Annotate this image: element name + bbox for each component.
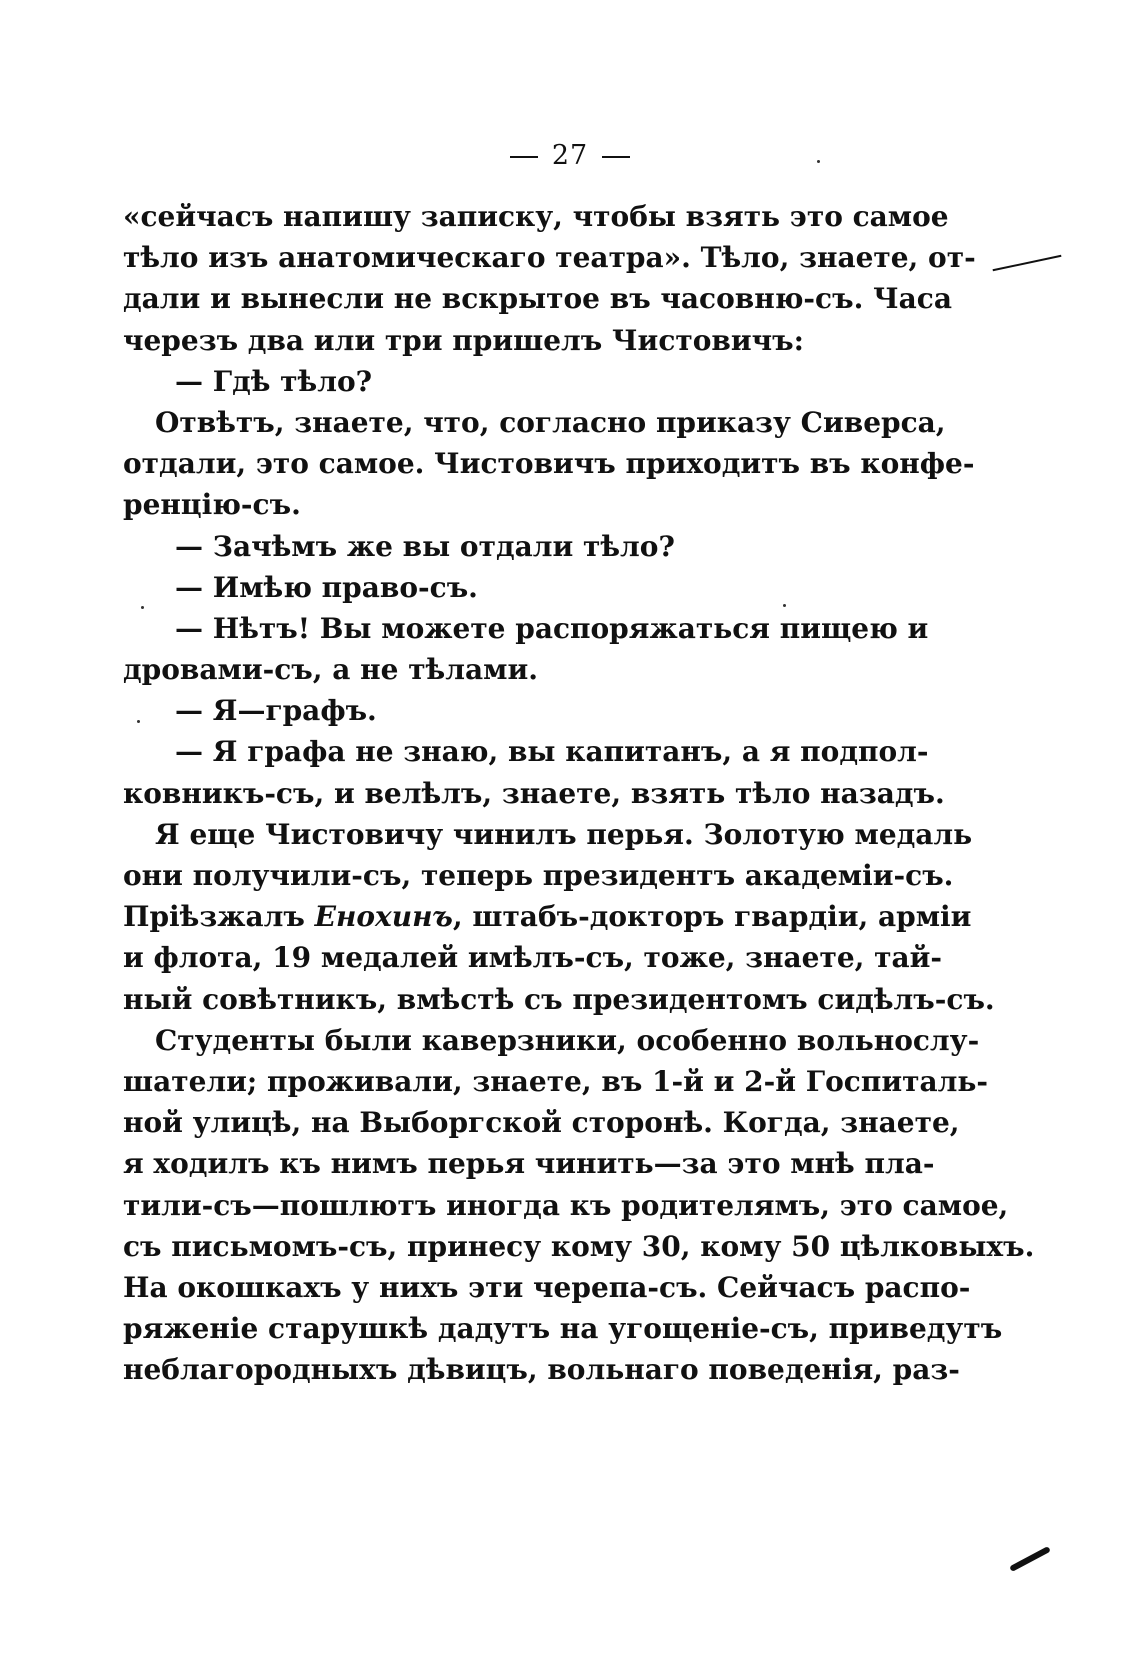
paper-speck: [817, 160, 820, 163]
paper-speck: [141, 606, 144, 609]
dialogue-line: — Нѣтъ! Вы можете распоряжаться пищею и: [175, 611, 929, 645]
dialogue-line: — Я графа не знаю, вы капитанъ, а я подпол-: [175, 735, 929, 769]
text-line: отдали, это самое. Чистовичъ приходитъ въ конфе-: [123, 447, 975, 481]
text-line: и флота, 19 медалей имѣлъ-съ, тоже, знаете, тай-: [123, 941, 943, 975]
ink-smudge-mark: [1009, 1546, 1051, 1572]
page-number: [0, 140, 1140, 171]
body-text: [123, 196, 1035, 1390]
text-line: тѣло изъ анатомическаго театра». Тѣло, знаете, от-: [123, 241, 976, 275]
page-number-value: 27: [551, 140, 589, 171]
text-line: черезъ два или три пришелъ Чистовичъ:: [123, 323, 804, 357]
text-line: тили-съ—пошлютъ иногда къ родителямъ, это самое,: [123, 1188, 1009, 1222]
paragraph-start-line: Студенты были каверзники, особенно вольнослу-: [155, 1023, 980, 1057]
paragraph-start-line: Я еще Чистовичу чинилъ перья. Золотую медаль: [155, 817, 973, 851]
text-segment: , штабъ-докторъ гвардіи, арміи: [452, 900, 972, 934]
text-line: они получили-съ, теперь президентъ академіи-съ.: [123, 859, 954, 892]
text-line: съ письмомъ-съ, принесу кому 30, кому 50 цѣлковыхъ.: [123, 1229, 1035, 1263]
page-number-dash-left: [510, 156, 538, 158]
text-line: ной улицѣ, на Выборгской сторонѣ. Когда, знаете,: [123, 1106, 960, 1140]
text-line: неблагородныхъ дѣвицъ, вольнаго поведенія, раз-: [123, 1353, 960, 1387]
text-line-with-italic-name: [123, 896, 972, 937]
text-line: я ходилъ къ нимъ перья чинить—за это мнѣ пла-: [123, 1147, 935, 1181]
text-line: дали и вынесли не вскрытое въ часовню-съ. Часа: [123, 282, 952, 316]
text-line: ный совѣтникъ, вмѣстѣ съ президентомъ сидѣлъ-съ.: [123, 982, 995, 1016]
text-line: дровами-съ, а не тѣлами.: [123, 653, 538, 687]
text-line: ренцію-съ.: [123, 488, 301, 522]
pencil-stroke-mark: [993, 255, 1062, 272]
text-line: На окошкахъ у нихъ эти черепа-съ. Сейчасъ распо-: [123, 1270, 971, 1304]
paper-speck: [783, 604, 786, 607]
paper-speck: [137, 720, 140, 723]
text-line: «сейчасъ напишу записку, чтобы взять это самое: [123, 200, 949, 233]
text-line: шатели; проживали, знаете, въ 1-й и 2-й Госпиталь-: [123, 1064, 988, 1098]
dialogue-line: — Имѣю право-съ.: [175, 570, 478, 604]
dialogue-line: — Гдѣ тѣло?: [175, 364, 373, 398]
text-line: ковникъ-съ, и велѣлъ, знаете, взять тѣло назадъ.: [123, 776, 945, 810]
dialogue-line: — Я—графъ.: [175, 694, 377, 728]
text-segment: Пріѣзжалъ: [123, 900, 305, 934]
italic-name: Енохинъ: [314, 900, 453, 934]
page-number-dash-right: [602, 156, 630, 158]
text-line: ряженіе старушкѣ дадутъ на угощеніе-съ, приведутъ: [123, 1312, 1003, 1346]
paragraph-start-line: Отвѣтъ, знаете, что, согласно приказу Сиверса,: [155, 405, 946, 439]
dialogue-line: — Зачѣмъ же вы отдали тѣло?: [175, 529, 675, 563]
